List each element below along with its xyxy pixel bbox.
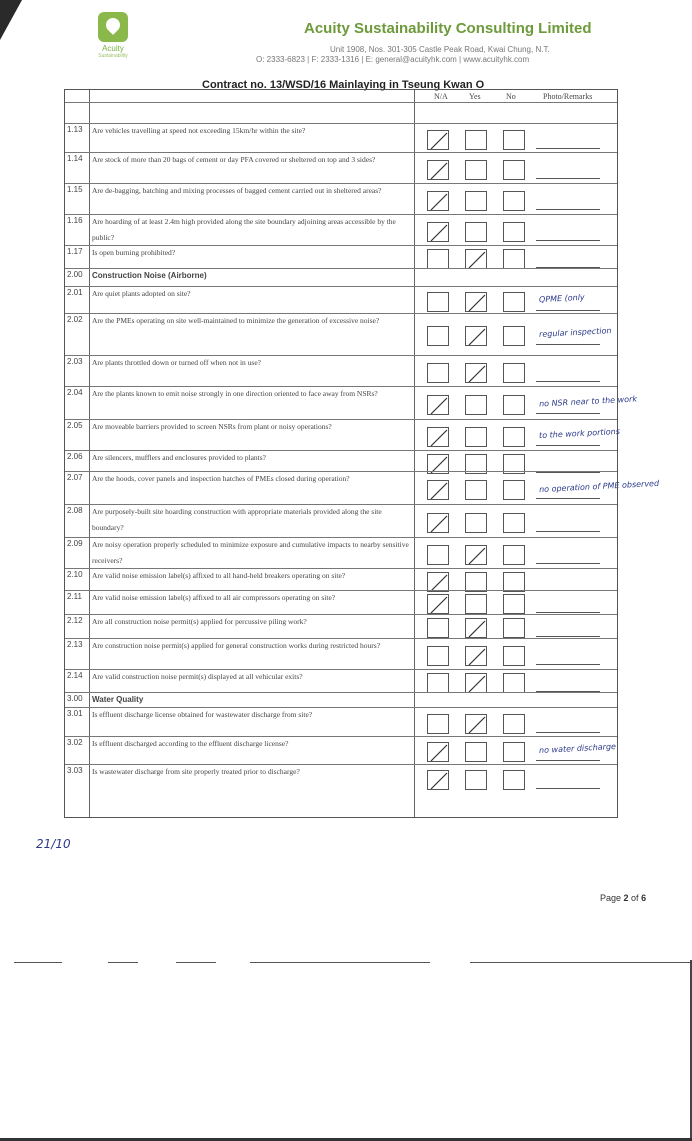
question-text: Are the PMEs operating on site well-maintained to minimize the generation of excessive noise? — [92, 316, 380, 325]
logo-text: Acuity — [102, 44, 124, 53]
question-text: Are quiet plants adopted on site? — [92, 289, 191, 298]
checkbox-yes[interactable] — [465, 222, 487, 242]
remark-line — [536, 788, 600, 789]
company-name: Acuity Sustainability Consulting Limited — [304, 20, 592, 37]
row-number: 2.01 — [67, 288, 83, 297]
checkbox-no[interactable] — [503, 480, 525, 500]
checkbox-no[interactable] — [503, 130, 525, 150]
checkbox-no[interactable] — [503, 770, 525, 790]
checkbox-yes[interactable] — [465, 742, 487, 762]
question-text: Are stock of more than 20 bags of cement or day PFA covered or sheltered on top and 3 sides? — [92, 155, 376, 164]
check-mark-icon — [428, 743, 450, 763]
checkbox-yes[interactable] — [465, 646, 487, 666]
check-mark-icon — [428, 396, 450, 416]
question-text: Are all construction noise permit(s) applied for percussive piling work? — [92, 617, 307, 626]
row-number: 1.13 — [67, 125, 83, 134]
company-contact: O: 2333-6823 | F: 2333-1316 | E: general@acuityhk.com | www.acuityhk.com — [256, 55, 530, 64]
remark-line — [536, 178, 600, 179]
check-mark-icon — [428, 428, 450, 448]
scan-line — [14, 962, 62, 963]
checkbox-n-a[interactable] — [427, 594, 449, 614]
row-number: 2.11 — [67, 592, 82, 601]
row-number: 2.00 — [67, 270, 83, 279]
remark-line — [536, 636, 600, 637]
check-mark-icon — [428, 131, 450, 151]
check-mark-icon — [428, 771, 450, 791]
checkbox-n-a[interactable] — [427, 395, 449, 415]
checkbox-yes[interactable] — [465, 326, 487, 346]
row-number: 2.06 — [67, 452, 83, 461]
checkbox-n-a[interactable] — [427, 326, 449, 346]
remark-line — [536, 760, 600, 761]
leaf-logo-icon — [98, 12, 128, 42]
checkbox-n-a[interactable] — [427, 545, 449, 565]
remark-line — [536, 240, 600, 241]
check-mark-icon — [466, 327, 488, 347]
handwritten-remark: to the work portions — [538, 426, 621, 440]
page-number — [600, 893, 646, 903]
checkbox-n-a[interactable] — [427, 770, 449, 790]
checkbox-no[interactable] — [503, 395, 525, 415]
check-mark-icon — [428, 192, 450, 212]
remark-line — [536, 531, 600, 532]
checkbox-n-a[interactable] — [427, 572, 449, 592]
checkbox-no[interactable] — [503, 249, 525, 269]
contract-title: Contract no. 13/WSD/16 Mainlaying in Tseung Kwan O — [202, 79, 485, 91]
question-text: Are vehicles travelling at speed not exceeding 15km/hr within the site? — [92, 126, 306, 135]
remark-line — [536, 344, 600, 345]
header-divider — [65, 102, 617, 103]
row-number: 3.01 — [67, 709, 83, 718]
row-number: 1.14 — [67, 154, 83, 163]
checkbox-n-a[interactable] — [427, 222, 449, 242]
row-number: 3.00 — [67, 694, 83, 703]
question-text: Are the hoods, cover panels and inspection hatches of PMEs closed during operation? — [92, 474, 350, 483]
checkbox-yes[interactable] — [465, 363, 487, 383]
question-text: Are plants throttled down or turned off when not in use? — [92, 358, 261, 367]
checkbox-yes[interactable] — [465, 130, 487, 150]
check-mark-icon — [466, 250, 488, 270]
checkbox-no[interactable] — [503, 673, 525, 693]
checkbox-yes[interactable] — [465, 618, 487, 638]
checkbox-yes[interactable] — [465, 714, 487, 734]
scan-line — [250, 962, 430, 963]
question-text: Are purposely-built site hoarding construction with appropriate materials provided along the site boundary? — [92, 507, 382, 532]
question-text: Is wastewater discharge from site properly treated prior to discharge? — [92, 767, 300, 776]
question-text: Is effluent discharge license obtained for wastewater discharge from site? — [92, 710, 313, 719]
row-number: 2.14 — [67, 671, 83, 680]
question-text: Are valid noise emission label(s) affixed to all air compressors operating on site? — [92, 593, 336, 602]
remark-line — [536, 209, 600, 210]
checkbox-yes[interactable] — [465, 191, 487, 211]
checkbox-no[interactable] — [503, 618, 525, 638]
section-heading: Construction Noise (Airborne) — [92, 271, 207, 280]
check-mark-icon — [466, 364, 488, 384]
checkbox-no[interactable] — [503, 742, 525, 762]
checkbox-yes[interactable] — [465, 545, 487, 565]
checkbox-no[interactable] — [503, 160, 525, 180]
checkbox-n-a[interactable] — [427, 249, 449, 269]
checklist-table — [64, 89, 660, 818]
section-heading: Water Quality — [92, 695, 144, 704]
question-text: Are construction noise permit(s) applied for general construction works during restricted hours? — [92, 641, 381, 650]
checkbox-n-a[interactable] — [427, 480, 449, 500]
checkbox-n-a[interactable] — [427, 618, 449, 638]
check-mark-icon — [428, 223, 450, 243]
checkbox-yes[interactable] — [465, 395, 487, 415]
checkbox-n-a[interactable] — [427, 673, 449, 693]
remark-line — [536, 148, 600, 149]
check-mark-icon — [428, 595, 450, 615]
question-text: Is effluent discharged according to the effluent discharge license? — [92, 739, 289, 748]
row-number: 2.12 — [67, 616, 83, 625]
header-yes: Yes — [469, 92, 481, 101]
checkbox-n-a[interactable] — [427, 363, 449, 383]
logo-subtext: Sustainability — [98, 53, 128, 59]
remark-line — [536, 612, 600, 613]
checkbox-yes[interactable] — [465, 292, 487, 312]
remark-line — [536, 310, 600, 311]
page-current: 2 — [623, 893, 629, 903]
page-of: of — [628, 893, 642, 903]
row-number: 1.15 — [67, 185, 83, 194]
question-text: Are valid construction noise permit(s) displayed at all vehicular exits? — [92, 672, 303, 681]
check-mark-icon — [428, 455, 450, 475]
handwritten-remark: no operation of PME observed — [538, 478, 660, 494]
checkbox-no[interactable] — [503, 545, 525, 565]
check-mark-icon — [466, 674, 488, 694]
row-number: 2.08 — [67, 506, 83, 515]
checkbox-n-a[interactable] — [427, 427, 449, 447]
row-number: 1.16 — [67, 216, 83, 225]
page-total: 6 — [641, 893, 647, 903]
checkbox-no[interactable] — [503, 191, 525, 211]
checkbox-yes[interactable] — [465, 572, 487, 592]
check-mark-icon — [428, 161, 450, 181]
row-number: 2.10 — [67, 570, 83, 579]
checkbox-no[interactable] — [503, 572, 525, 592]
checkbox-yes[interactable] — [465, 160, 487, 180]
check-mark-icon — [466, 619, 488, 639]
checkbox-n-a[interactable] — [427, 191, 449, 211]
scan-line — [176, 962, 216, 963]
remark-line — [536, 445, 600, 446]
checkbox-no[interactable] — [503, 292, 525, 312]
question-text: Are noisy operation properly scheduled to minimize exposure and cumulative impacts to nearby sensitive receivers? — [92, 540, 409, 565]
scan-corner-shadow — [0, 0, 22, 40]
checkbox-n-a[interactable] — [427, 292, 449, 312]
page-label: Page — [600, 893, 624, 903]
remark-line — [536, 498, 600, 499]
checkbox-no[interactable] — [503, 646, 525, 666]
header-na: N/A — [434, 92, 448, 101]
remark-line — [536, 563, 600, 564]
checkbox-no[interactable] — [503, 513, 525, 533]
check-mark-icon — [466, 715, 488, 735]
checkbox-yes[interactable] — [465, 594, 487, 614]
check-mark-icon — [466, 546, 488, 566]
row-number: 2.13 — [67, 640, 83, 649]
scan-line — [108, 962, 138, 963]
checkbox-n-a[interactable] — [427, 714, 449, 734]
checkbox-no[interactable] — [503, 427, 525, 447]
row-number: 2.02 — [67, 315, 83, 324]
remark-line — [536, 381, 600, 382]
handwritten-remark: QPME (only — [538, 292, 585, 304]
checkbox-n-a[interactable] — [427, 513, 449, 533]
check-mark-icon — [466, 647, 488, 667]
header-no: No — [506, 92, 516, 101]
check-mark-icon — [428, 481, 450, 501]
handwritten-remark: no NSR near to the work — [538, 393, 638, 409]
question-text: Are valid noise emission label(s) affixed to all hand-held breakers operating on site? — [92, 571, 346, 580]
checkbox-n-a[interactable] — [427, 646, 449, 666]
question-text: Are de-bagging, batching and mixing processes of bagged cement carried out in sheltered areas? — [92, 186, 382, 195]
question-text: Are hoarding of at least 2.4m high provided along the site boundary adjoining areas accessible by the public? — [92, 217, 396, 242]
question-text: Are the plants known to emit noise strongly in one direction oriented to face away from NSRs? — [92, 389, 378, 398]
checkbox-yes[interactable] — [465, 513, 487, 533]
checkbox-no[interactable] — [503, 326, 525, 346]
header-remarks: Photo/Remarks — [543, 92, 593, 101]
checkbox-yes[interactable] — [465, 770, 487, 790]
row-number: 2.03 — [67, 357, 83, 366]
row-number: 3.03 — [67, 766, 83, 775]
row-number: 2.05 — [67, 421, 83, 430]
checkbox-no[interactable] — [503, 714, 525, 734]
remark-line — [536, 664, 600, 665]
checkbox-yes[interactable] — [465, 673, 487, 693]
question-text: Are silencers, mufflers and enclosures provided to plants? — [92, 453, 266, 462]
question-text: Are moveable barriers provided to screen NSRs from plant or noisy operations? — [92, 422, 332, 431]
scan-line — [470, 962, 692, 963]
remark-line — [536, 413, 600, 414]
row-number: 2.09 — [67, 539, 83, 548]
company-address: Unit 1908, Nos. 301-305 Castle Peak Road, Kwai Chung, N.T. — [330, 45, 550, 54]
checkbox-no[interactable] — [503, 594, 525, 614]
row-number: 1.17 — [67, 247, 83, 256]
checkbox-yes[interactable] — [465, 249, 487, 269]
checkbox-n-a[interactable] — [427, 742, 449, 762]
row-number: 3.02 — [67, 738, 83, 747]
question-text: Is open burning prohibited? — [92, 248, 176, 257]
check-mark-icon — [428, 514, 450, 534]
checkbox-yes[interactable] — [465, 480, 487, 500]
row-number: 2.07 — [67, 473, 83, 482]
checkbox-n-a[interactable] — [427, 160, 449, 180]
checkbox-no[interactable] — [503, 363, 525, 383]
handwritten-remark: regular inspection — [538, 326, 612, 339]
remark-line — [536, 472, 600, 473]
remark-line — [536, 732, 600, 733]
handwritten-date: 21/10 — [36, 837, 71, 851]
checkbox-n-a[interactable] — [427, 130, 449, 150]
row-number: 2.04 — [67, 388, 83, 397]
check-mark-icon — [466, 293, 488, 313]
company-logo — [92, 12, 134, 70]
checkbox-no[interactable] — [503, 222, 525, 242]
checkbox-yes[interactable] — [465, 427, 487, 447]
handwritten-remark: no water discharge — [538, 741, 617, 756]
